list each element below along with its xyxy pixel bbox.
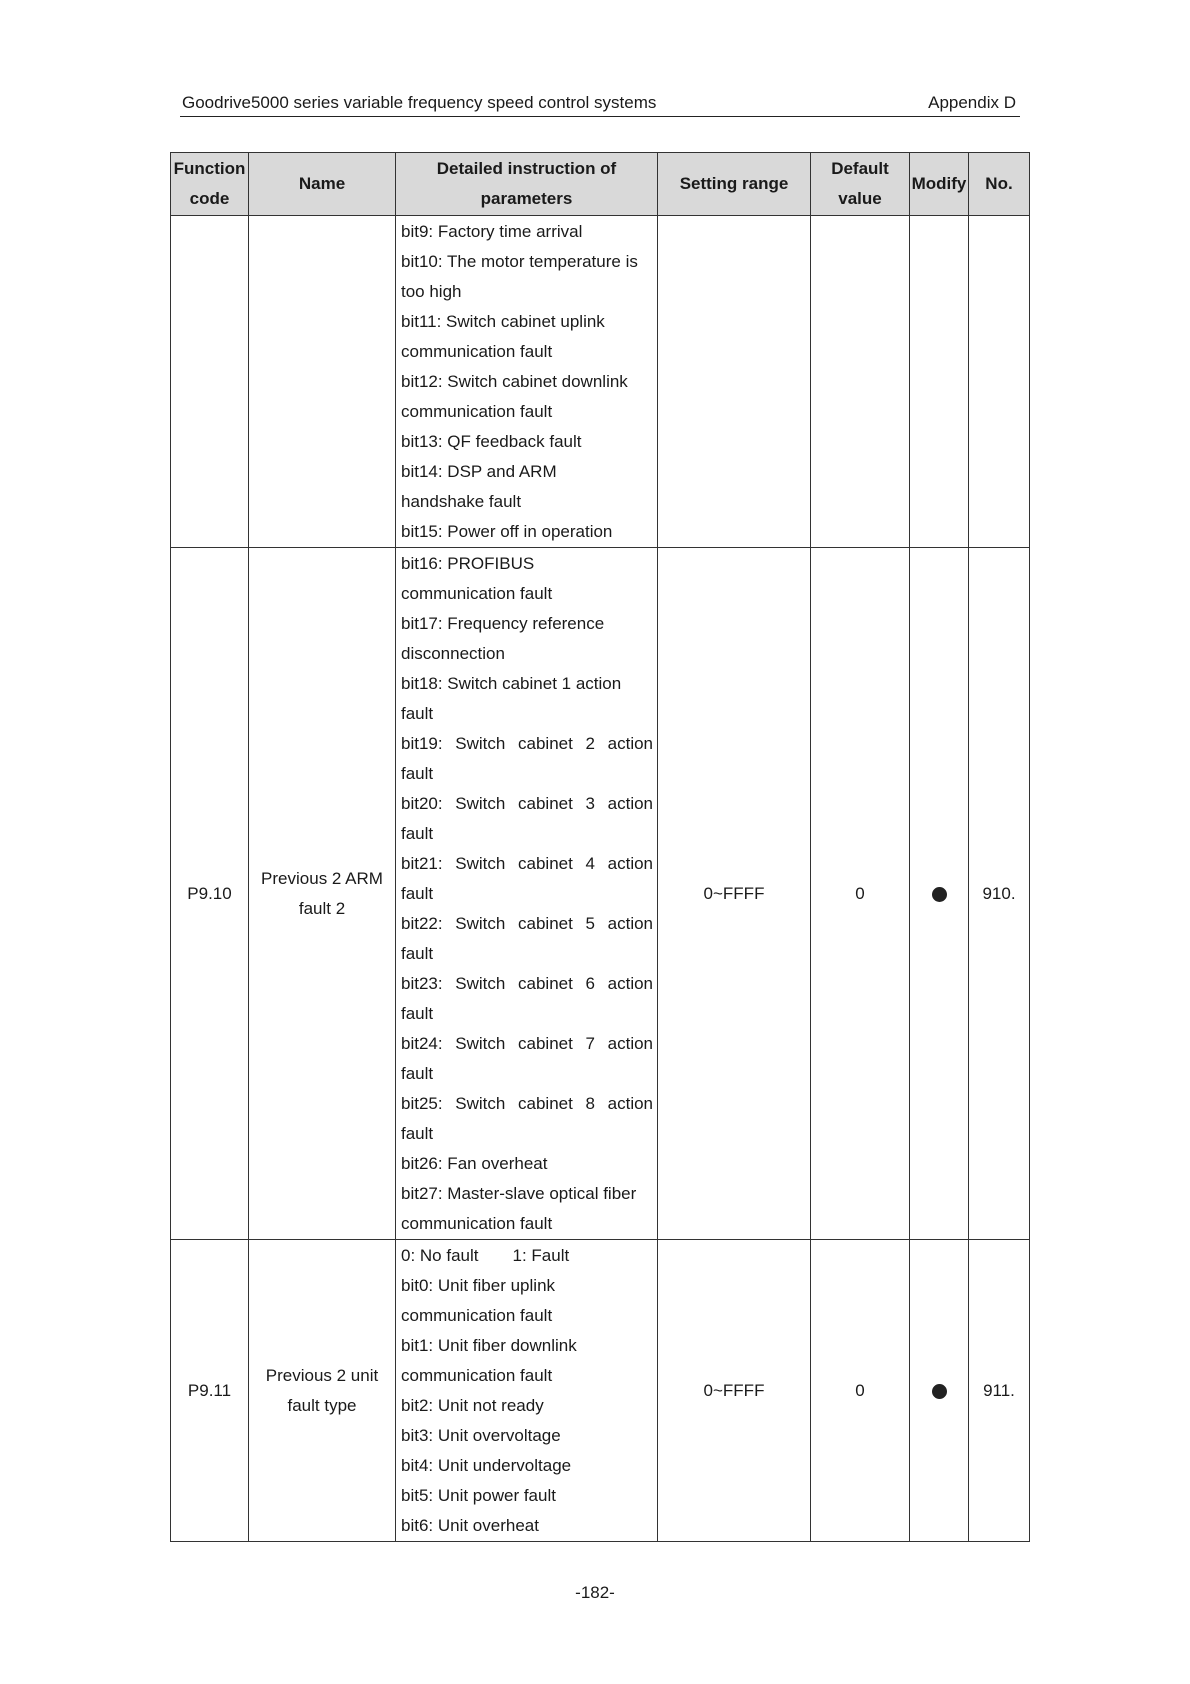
detail-line: fault: [401, 824, 434, 843]
detail-line: bit26: Fan overheat: [401, 1154, 548, 1173]
detail-line: bit25: Switch cabinet 8 action: [401, 1094, 653, 1113]
detail-line: bit12: Switch cabinet downlink: [401, 372, 628, 391]
detail-line: bit15: Power off in operation: [401, 522, 613, 541]
filled-circle-icon: [932, 887, 947, 902]
page-number: -182-: [575, 1583, 615, 1602]
detail-line: bit23: Switch cabinet 6 action: [401, 974, 653, 993]
detail-line: bit20: Switch cabinet 3 action: [401, 794, 653, 813]
name-cell: [249, 216, 396, 548]
detail-line: communication fault: [401, 1306, 553, 1325]
detail-line: bit5: Unit power fault: [401, 1486, 556, 1505]
detail-line: communication fault: [401, 1366, 553, 1385]
function-code-cell: P9.11: [171, 1240, 249, 1542]
modify-cell: [910, 216, 969, 548]
detail-line: disconnection: [401, 644, 505, 663]
default-value-cell: [811, 216, 910, 548]
column-header-default-value: Default value: [811, 153, 910, 216]
detail-line: bit14: DSP and ARM: [401, 462, 557, 481]
setting-range-cell: 0~FFFF: [658, 548, 811, 1240]
detail-line: fault: [401, 944, 434, 963]
detail-cell: [396, 548, 658, 1240]
column-header-setting-range: Setting range: [658, 153, 811, 216]
detail-line: bit0: Unit fiber uplink: [401, 1276, 556, 1295]
detail-line: bit2: Unit not ready: [401, 1396, 544, 1415]
detail-line: bit22: Switch cabinet 5 action: [401, 914, 653, 933]
detail-line: bit21: Switch cabinet 4 action: [401, 854, 653, 873]
setting-range-cell: 0~FFFF: [658, 1240, 811, 1542]
detail-line: bit24: Switch cabinet 7 action: [401, 1034, 653, 1053]
number-cell: 910.: [969, 548, 1030, 1240]
detail-line: bit6: Unit overheat: [401, 1516, 539, 1535]
section-label: Appendix D: [928, 93, 1016, 112]
column-header-modify: Modify: [910, 153, 969, 216]
detail-line: bit4: Unit undervoltage: [401, 1456, 572, 1475]
detail-line: fault: [401, 1004, 434, 1023]
detail-line: 0: No fault 1: Fault: [401, 1246, 570, 1265]
function-code-cell: P9.10: [171, 548, 249, 1240]
modify-cell: [910, 1240, 969, 1542]
number-cell: 911.: [969, 1240, 1030, 1542]
detail-line: communication fault: [401, 1214, 553, 1233]
detail-line: fault: [401, 1064, 434, 1083]
detail-line: bit13: QF feedback fault: [401, 432, 582, 451]
detail-line: fault: [401, 704, 434, 723]
detail-line: handshake fault: [401, 492, 522, 511]
detail-line: bit1: Unit fiber downlink: [401, 1336, 577, 1355]
detail-cell: [396, 216, 658, 548]
detail-line: bit19: Switch cabinet 2 action: [401, 734, 653, 753]
function-code-cell: [171, 216, 249, 548]
detail-line: communication fault: [401, 402, 553, 421]
default-value-cell: 0: [811, 1240, 910, 1542]
detail-cell: [396, 1240, 658, 1542]
detail-line: fault: [401, 884, 434, 903]
name-cell: Previous 2 unit fault type: [249, 1240, 396, 1542]
detail-line: bit3: Unit overvoltage: [401, 1426, 561, 1445]
detail-line: fault: [401, 764, 434, 783]
column-header-detail: Detailed instruction of parameters: [396, 153, 658, 216]
detail-line: communication fault: [401, 342, 553, 361]
table-row: [171, 1240, 1030, 1542]
number-cell: [969, 216, 1030, 548]
detail-line: fault: [401, 1124, 434, 1143]
column-header-name: Name: [249, 153, 396, 216]
document-title: Goodrive5000 series variable frequency speed control systems: [182, 93, 657, 112]
default-value-cell: 0: [811, 548, 910, 1240]
detail-line: bit9: Factory time arrival: [401, 222, 583, 241]
detail-line: bit18: Switch cabinet 1 action: [401, 674, 622, 693]
name-cell: Previous 2 ARM fault 2: [249, 548, 396, 1240]
modify-cell: [910, 548, 969, 1240]
detail-line: bit27: Master-slave optical fiber: [401, 1184, 637, 1203]
setting-range-cell: [658, 216, 811, 548]
page-header: [180, 92, 1020, 117]
detail-line: communication fault: [401, 584, 553, 603]
column-header-function-code: Function code: [171, 153, 249, 216]
table-header-row: [171, 153, 1030, 216]
filled-circle-icon: [932, 1384, 947, 1399]
detail-line: bit17: Frequency reference: [401, 614, 605, 633]
table-row: [171, 548, 1030, 1240]
detail-line: bit11: Switch cabinet uplink: [401, 312, 605, 331]
detail-line: bit16: PROFIBUS: [401, 554, 535, 573]
parameter-table: [170, 152, 1030, 1542]
detail-line: bit10: The motor temperature is: [401, 252, 638, 271]
table-row: [171, 216, 1030, 548]
detail-line: too high: [401, 282, 462, 301]
column-header-no: No.: [969, 153, 1030, 216]
